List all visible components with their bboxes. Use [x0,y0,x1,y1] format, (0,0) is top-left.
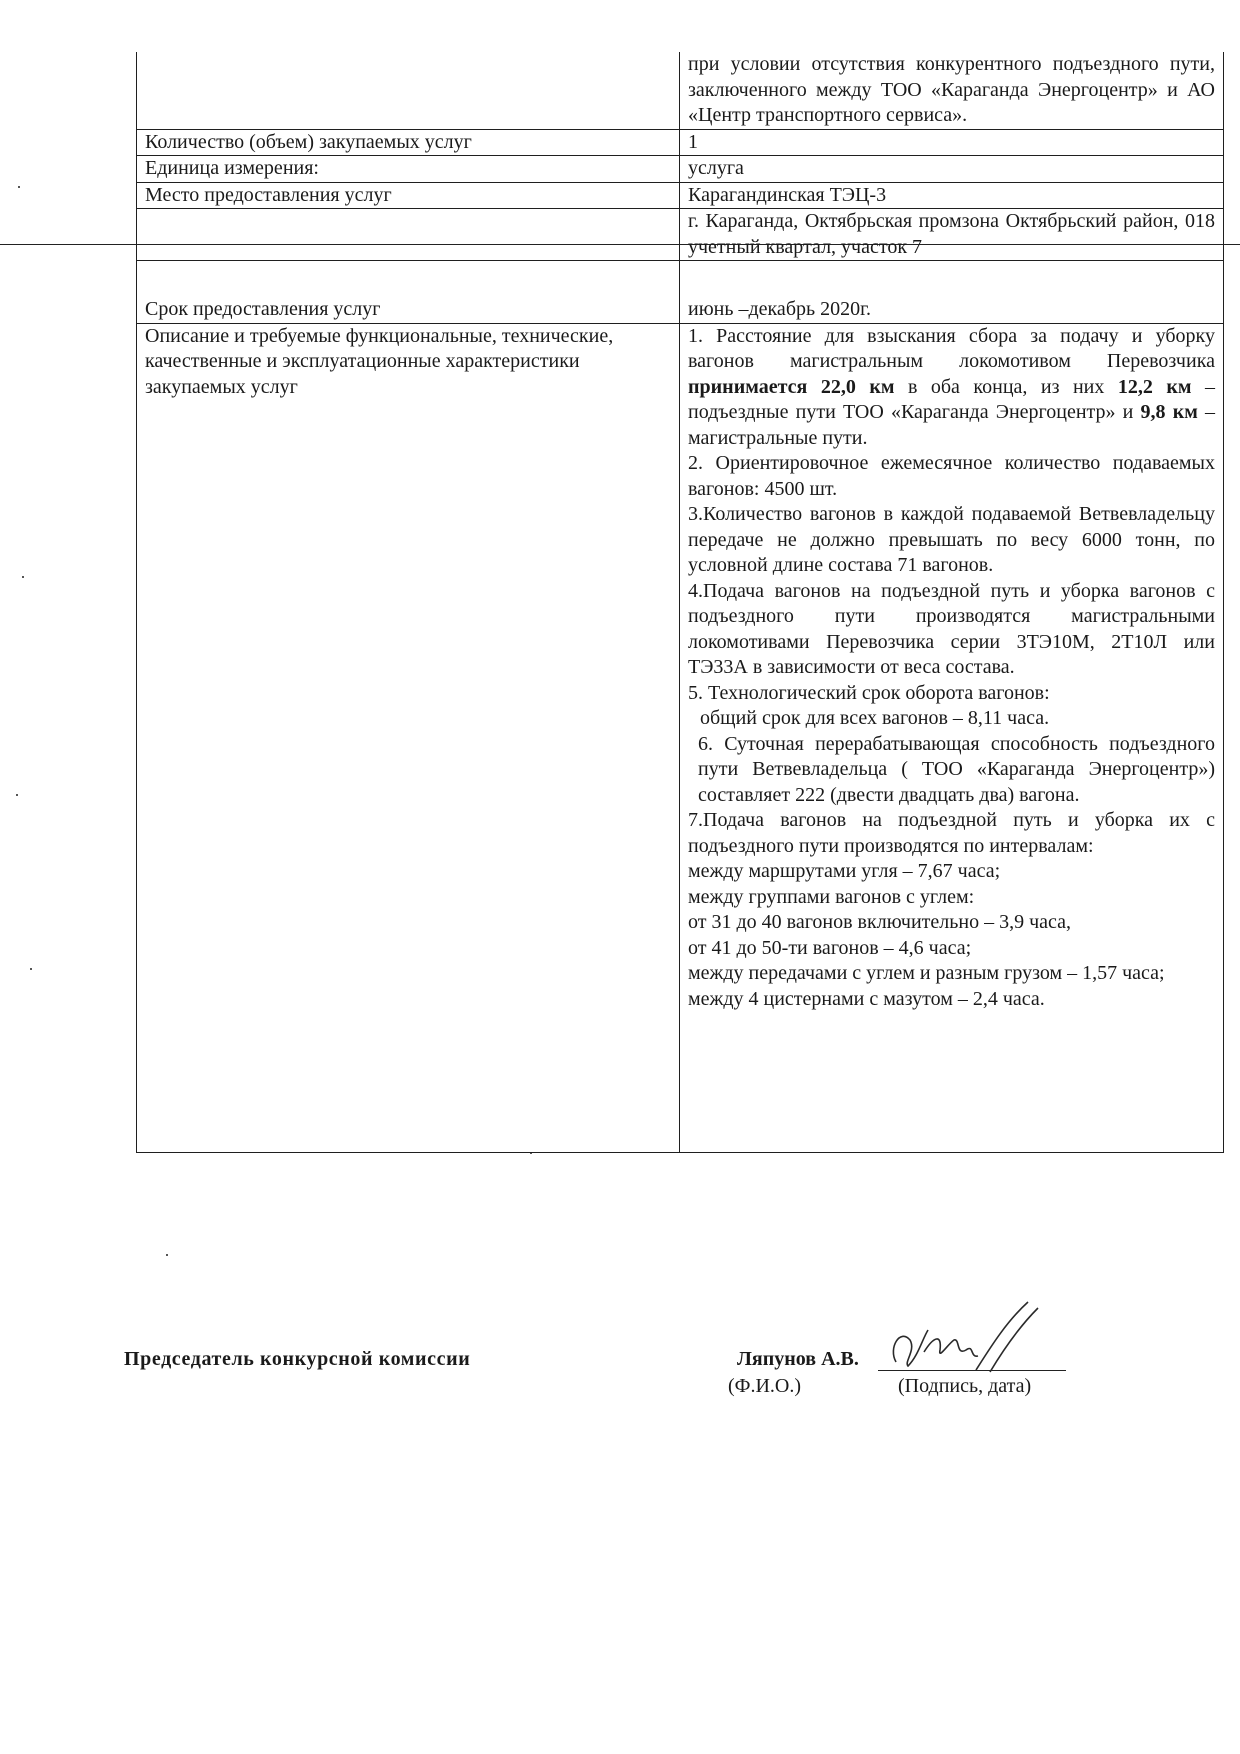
fio-label: (Ф.И.О.) [728,1375,802,1397]
specification-table [136,52,1224,1153]
desc-interval-5: между передачами с углем и разным грузом – 1,57 часа; [688,962,1165,984]
scan-speck [166,1254,168,1256]
scan-speck [30,968,32,970]
table-row [137,52,1224,129]
handwritten-signature [878,1300,1048,1380]
table-cell: Единица измерения: [137,156,680,183]
table-row [137,129,1224,156]
table-cell: Срок предоставления услуг [137,261,680,324]
desc-paragraph-5-sub: общий срок для всех вагонов – 8,11 часа. [700,707,1050,729]
table-row [137,182,1224,209]
desc-interval-2: между группами вагонов с углем: [688,885,975,908]
desc-paragraph-7: 7.Подача вагонов на подъездной путь и уборка их с подъездного пути производятся по интервалам: [688,809,1215,857]
table-cell: при условии отсутствия конкурентного подъездного пути, заключенного между ТОО «Караганда Энергоцентр» и АО «Центр транспортного сервиса». [680,52,1224,129]
table-cell [137,209,680,261]
table-cell: Количество (объем) закупаемых услуг [137,129,680,156]
desc-paragraph-2: 2. Ориентировочное ежемесячное количество подаваемых вагонов: 4500 шт. [688,452,1215,500]
table-cell: июнь –декабрь 2020г. [680,261,1224,324]
table-row [137,323,1224,1152]
desc-paragraph-6: 6. Суточная перерабатывающая способность подъездного пути Ветвевладельца ( ТОО «Караганда Энергоцентр») составляет 222 (двести двадцать два) вагона. [698,732,1215,806]
table-cell: Карагандинская ТЭЦ-3 [680,182,1224,209]
desc-paragraph-3: 3.Количество вагонов в каждой подаваемой Ветвевладельцу передаче не должно превышать по весу 6000 тонн, по условной длине состава 71 вагонов. [688,503,1215,576]
description-cell [680,323,1224,1152]
table-cell: Место предоставления услуг [137,182,680,209]
chair-label: Председатель конкурсной комиссии [124,1348,471,1370]
signatory-name: Ляпунов А.В. [737,1348,859,1370]
desc-paragraph-1: 1. Расстояние для взыскания сбора за подачу и уборку вагонов магистральным локомотивом Перевозчика принимается 22,0 км в оба конца, из них 12,2 км – подъездные пути ТОО «Караганда Энергоцентр» и 9,8 км –магистральные пути. [688,324,1216,449]
desc-interval-4: от 41 до 50-ти вагонов – 4,6 часа; [688,936,972,959]
scan-speck [16,794,18,796]
table-row [137,209,1224,261]
table-cell: услуга [680,156,1224,183]
table-cell: 1 [680,129,1224,156]
table-row [137,156,1224,183]
table-cell [137,52,680,129]
scan-speck [22,576,24,578]
table-cell: г. Караганда, Октябрьская промзона Октябрьский район, 018 учетный квартал, участок 7 [680,209,1224,261]
desc-interval-6: между 4 цистернами с мазутом – 2,4 часа. [688,987,1045,1010]
desc-interval-1: между маршрутами угля – 7,67 часа; [688,860,1001,882]
scan-speck [18,186,20,188]
table-row [137,261,1224,324]
desc-paragraph-5: 5. Технологический срок оборота вагонов: [688,681,1050,704]
signature-date-label: (Подпись, дата) [898,1375,1032,1397]
desc-interval-3: от 31 до 40 вагонов включительно – 3,9 часа, [688,911,1071,933]
desc-paragraph-4: 4.Подача вагонов на подъездной путь и уборка вагонов с подъездного пути производятся магистральными локомотивами Перевозчика серии 3ТЭ10М, 2Т10Л или ТЭ33А в зависимости от веса состава. [688,579,1215,678]
table-cell: Описание и требуемые функциональные, технические, качественные и эксплуатационные характеристики закупаемых услуг [137,323,680,1152]
